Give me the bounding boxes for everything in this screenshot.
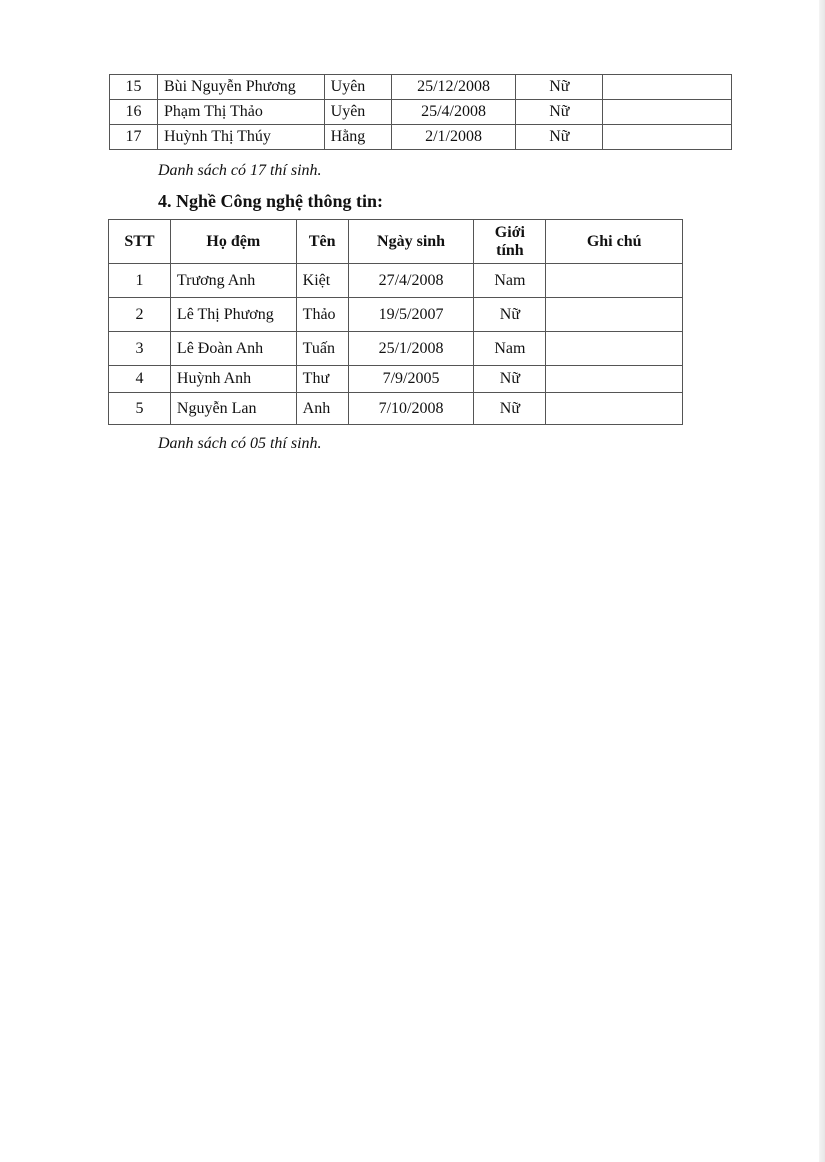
header-ngay-sinh: Ngày sinh [348,220,474,264]
cell-ngay-sinh: 19/5/2007 [348,298,474,332]
header-ghi-chu: Ghi chú [546,220,683,264]
header-gioi-tinh-line1: Giới [494,223,525,241]
cell-ngay-sinh: 27/4/2008 [348,264,474,298]
cell-ngay-sinh: 25/1/2008 [348,332,474,366]
cell-ten: Thảo [296,298,348,332]
table-row [109,332,683,366]
summary-note: Danh sách có 05 thí sinh. [158,435,322,452]
cell-ghi-chu [546,366,683,393]
summary-note: Danh sách có 17 thí sinh. [158,162,322,179]
table-row [110,75,732,100]
table-row [110,100,732,125]
cell-ngay-sinh: 2/1/2008 [391,125,516,150]
cell-ten: Uyên [324,100,391,125]
cell-gioi-tinh: Nữ [474,298,546,332]
cell-ten: Thư [296,366,348,393]
cell-ghi-chu [546,332,683,366]
cell-ho-dem: Nguyễn Lan [170,393,296,425]
table-row [109,393,683,425]
header-ho-dem: Họ đệm [170,220,296,264]
cell-gioi-tinh: Nữ [516,125,603,150]
cell-gioi-tinh: Nam [474,264,546,298]
cell-ho-dem: Lê Thị Phương [170,298,296,332]
cell-ten: Uyên [324,75,391,100]
cell-ho-dem: Huỳnh Anh [170,366,296,393]
table-header-row [109,220,683,264]
cell-stt: 5 [109,393,171,425]
cell-stt: 4 [109,366,171,393]
table-row [109,298,683,332]
cell-ho-dem: Lê Đoàn Anh [170,332,296,366]
cell-ghi-chu [603,75,732,100]
cell-stt: 3 [109,332,171,366]
header-ten: Tên [296,220,348,264]
cell-stt: 2 [109,298,171,332]
section-heading: 4. Nghề Công nghệ thông tin: [158,191,384,211]
cell-stt: 16 [110,100,158,125]
page-edge [819,0,825,1162]
cell-ghi-chu [546,298,683,332]
cell-ten: Anh [296,393,348,425]
cell-ho-dem: Bùi Nguyễn Phương [157,75,324,100]
student-table-continued [109,74,732,150]
cell-stt: 17 [110,125,158,150]
cell-gioi-tinh: Nữ [516,100,603,125]
cell-stt: 15 [110,75,158,100]
cell-ghi-chu [603,125,732,150]
header-stt: STT [109,220,171,264]
cell-ngay-sinh: 25/4/2008 [391,100,516,125]
cell-ngay-sinh: 7/9/2005 [348,366,474,393]
header-gioi-tinh-line2: tính [496,241,524,259]
header-gioi-tinh [474,220,546,264]
cell-stt: 1 [109,264,171,298]
table-row [110,125,732,150]
cell-ghi-chu [546,264,683,298]
cell-ten: Kiệt [296,264,348,298]
cell-ghi-chu [546,393,683,425]
cell-gioi-tinh: Nữ [474,366,546,393]
table-row [109,366,683,393]
cell-ngay-sinh: 7/10/2008 [348,393,474,425]
cell-gioi-tinh: Nam [474,332,546,366]
cell-ten: Tuấn [296,332,348,366]
cell-ghi-chu [603,100,732,125]
cell-ten: Hằng [324,125,391,150]
cell-ngay-sinh: 25/12/2008 [391,75,516,100]
cell-gioi-tinh: Nữ [474,393,546,425]
student-table-it [108,219,683,425]
cell-ho-dem: Phạm Thị Thảo [157,100,324,125]
cell-ho-dem: Huỳnh Thị Thúy [157,125,324,150]
cell-gioi-tinh: Nữ [516,75,603,100]
table-row [109,264,683,298]
cell-ho-dem: Trương Anh [170,264,296,298]
